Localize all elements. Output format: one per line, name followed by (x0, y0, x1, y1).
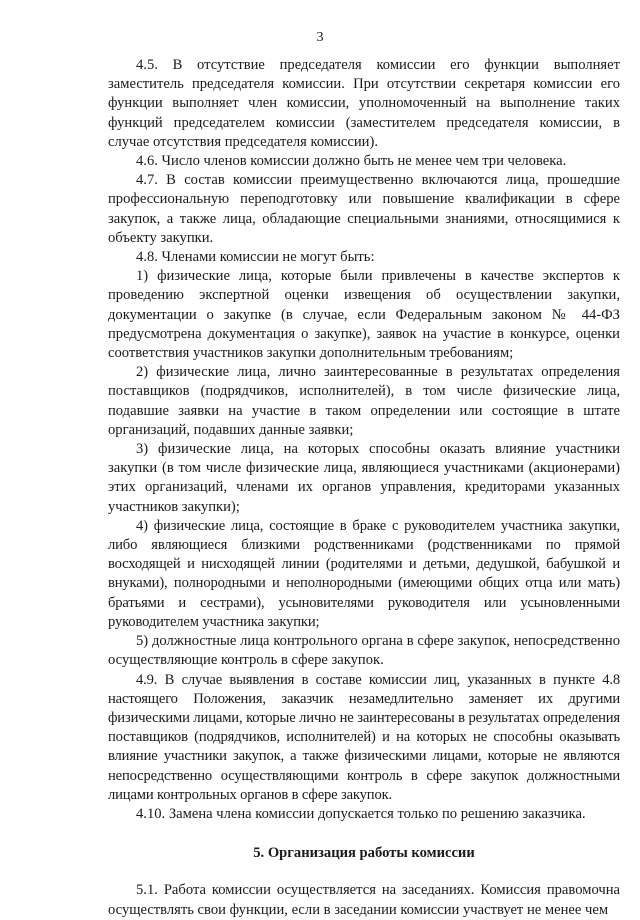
list-item-4: 4) физические лица, состоящие в браке с руководителем участника закупки, либо являющиеся близкими родственниками (родственниками по прямой восходящей и нисходящей линии (родителями и детьми, дедушкой, бабушкой и внуками), полнородными и неполнородными (имеющими общих отца или мать) братьями и сестрами), усыновителями руководителя или усыновленными руководителем участника закупки; (108, 517, 620, 630)
paragraph-4-5: 4.5. В отсутствие председателя комиссии его функции выполняет заместитель председателя комиссии. При отсутствии секретаря комиссии его функции выполняет член комиссии, уполномоченный на выполнение таких функций председателем комиссии (заместителем председателя комиссии, в случае отсутствия председателя комиссии). (108, 57, 620, 150)
paragraph-4-10: 4.10. Замена члена комиссии допускается только по решению заказчика. (136, 805, 586, 822)
list-item-1: 1) физические лица, которые были привлечены в качестве экспертов к проведению экспертной оценки извещения об осуществлении закупки, документации о закупке (в случае, если Федеральным законом № 44-ФЗ предусмотрена документация о закупке), заявок на участие в конкурсе, оценки соответствия участников закупки дополнительным требованиям; (108, 268, 620, 362)
paragraph-4-7: 4.7. В состав комиссии преимущественно включаются лица, прошедшие профессиональную переподготовку или повышение квалификации в сфере закупок, а также лица, обладающие специальными знаниями, относящимися к объекту закупки. (108, 172, 620, 246)
document-body (108, 56, 620, 920)
paragraph-4-9: 4.9. В случае выявления в составе комиссии лиц, указанных в пункте 4.8 настоящего Положения, заказчик незамедлительно заменяет их другими физическими лицами, которые лично не заинтересованы в результатах определения поставщиков (подрядчиков, исполнителей) и на которых не способны оказывать влияние участники закупок, а также физическими лицами, которые не являются непосредственно осуществляющими контроль в сфере закупок должностными лицами контрольных органов в сфере закупок. (108, 671, 620, 803)
paragraph-4-6: 4.6. Число членов комиссии должно быть не менее чем три человека. (136, 153, 567, 170)
paragraph-5-1: 5.1. Работа комиссии осуществляется на заседаниях. Комиссия правомочна осуществлять свои функции, если в заседании комиссии участвует не менее чем (108, 882, 620, 918)
section-heading: 5. Организация работы комиссии (253, 845, 475, 862)
list-item-5: 5) должностные лица контрольного органа в сфере закупок, непосредственно осуществляющие контроль в сфере закупок. (108, 633, 620, 669)
page-number: 3 (316, 30, 324, 45)
list-item-2: 2) физические лица, лично заинтересованные в результатах определения поставщиков (подрядчиков, исполнителей), в том числе физические лица, подавшие заявки на участие в таком определении или состоящие в штате организаций, подавших данные заявки; (108, 364, 620, 438)
list-item-3: 3) физические лица, на которых способны оказать влияние участники закупки (в том числе физические лица, являющиеся участниками (акционерами) этих организаций, членами их органов управления, кредиторами указанных участников закупки); (108, 441, 620, 515)
paragraph-4-8: 4.8. Членами комиссии не могут быть: (136, 249, 375, 266)
